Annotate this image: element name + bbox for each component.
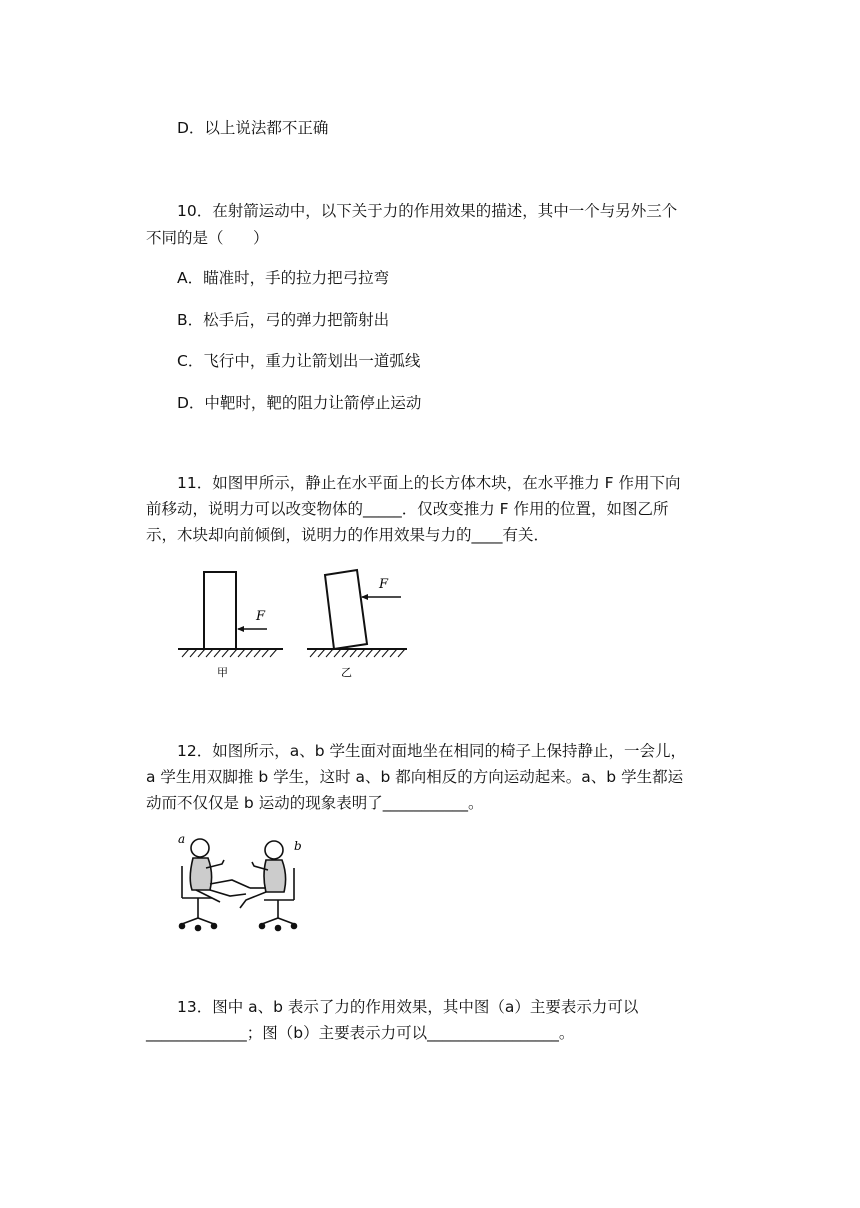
q11-stem-line2: 前移动，说明力可以改变物体的_____．仅改变推力 F 作用的位置，如图乙所: [146, 500, 669, 518]
q10-option-c: C．飞行中，重力让箭划出一道弧线: [177, 352, 421, 370]
q10-option-d: D．中靶时，靶的阻力让箭停止运动: [177, 394, 422, 412]
force-label: F: [256, 609, 266, 624]
tilted-block: [325, 570, 367, 649]
student-a: [180, 839, 251, 931]
q12-stem-line3: 动而不仅仅是 b 运动的现象表明了___________。: [146, 794, 484, 812]
q10-option-a: A．瞄准时，手的拉力把弓拉弯: [177, 269, 390, 287]
q10-option-b: B．松手后，弓的弹力把箭射出: [177, 311, 390, 329]
student-b: [240, 841, 297, 931]
figure-label-jia: 甲: [217, 666, 228, 679]
q13-stem-line2: _____________；图（b）主要表示力可以_________________。: [146, 1024, 575, 1042]
figure-yi: [307, 570, 407, 679]
figure-label-yi: 乙: [341, 666, 352, 679]
figure-jia: [178, 572, 283, 679]
q11-stem-line1: 11．如图甲所示，静止在水平面上的长方体木块，在水平推力 F 作用下向: [177, 474, 681, 492]
q10-stem-line1: 10．在射箭运动中，以下关于力的作用效果的描述，其中一个与另外三个: [177, 202, 678, 220]
q12-students-figure: [170, 828, 310, 938]
q11-stem-line3: 示，木块却向前倾倒，说明力的作用效果与力的____有关．: [146, 526, 550, 544]
q10-stem-line2: 不同的是（ ）: [146, 229, 269, 247]
q11-block-figure: [170, 560, 420, 685]
q12-stem-line2: a 学生用双脚推 b 学生，这时 a、b 都向相反的方向运动起来。a、b 学生都运: [146, 768, 684, 786]
wooden-block: [204, 572, 236, 649]
label-a: a: [178, 832, 186, 846]
q12-stem-line1: 12．如图所示，a、b 学生面对面地坐在相同的椅子上保持静止，一会儿，: [177, 742, 686, 760]
label-b: b: [294, 839, 302, 853]
q13-stem-line1: 13．图中 a、b 表示了力的作用效果，其中图（a）主要表示力可以: [177, 998, 639, 1016]
q9-option-d: D．以上说法都不正确: [177, 119, 329, 137]
force-label: F: [379, 577, 389, 592]
